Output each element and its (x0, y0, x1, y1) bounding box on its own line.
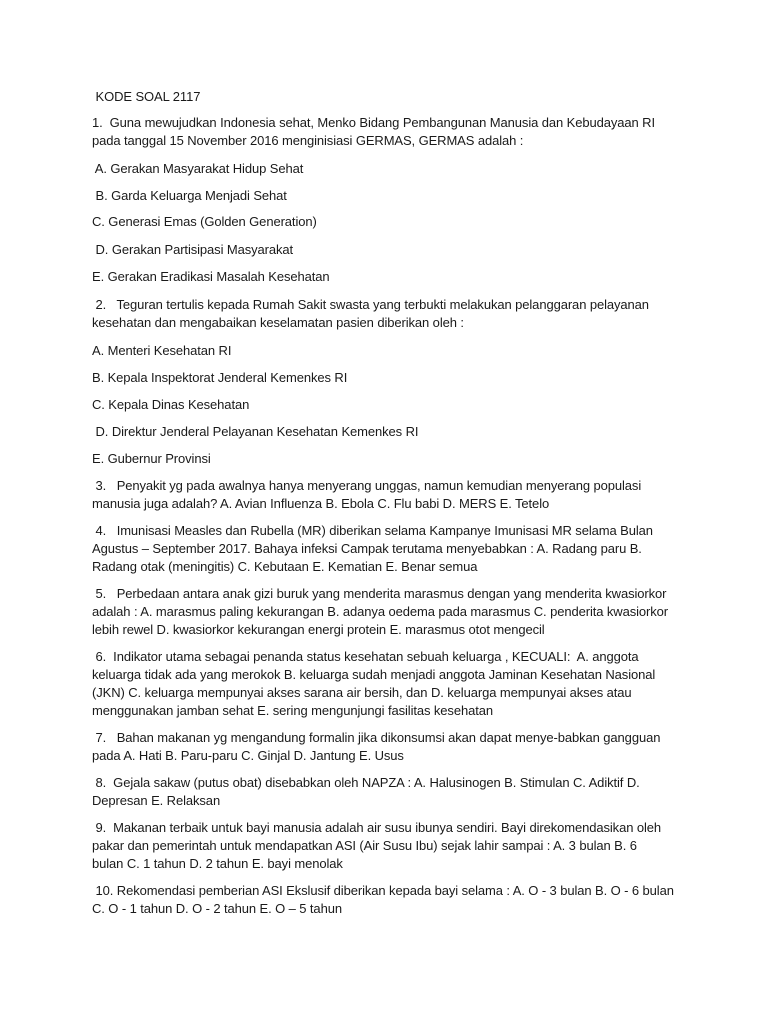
question-1-line-2: pada tanggal 15 November 2016 menginisiasi GERMAS, GERMAS adalah : (92, 133, 524, 148)
question-2-line-1: 2. Teguran tertulis kepada Rumah Sakit swasta yang terbukti melakukan pelanggaran pelayanan (92, 297, 649, 312)
question-4-line-2: Agustus – September 2017. Bahaya infeksi Campak terutama menyebabkan : A. Radang paru B. (92, 541, 642, 556)
question-5-line-2: adalah : A. marasmus paling kekurangan B. adanya oedema pada marasmus C. penderita kwasiorkor (92, 604, 669, 619)
question-5-line-3: lebih rewel D. kwasiorkor kekurangan energi protein E. marasmus otot mengecil (92, 622, 545, 637)
question-6-line-1: 6. Indikator utama sebagai penanda status kesehatan sebuah keluarga , KECUALI: A. anggota (92, 649, 639, 664)
question-2-option-d: D. Direktur Jenderal Pelayanan Kesehatan Kemenkes RI (92, 424, 419, 439)
question-10-line-2: C. O - 1 tahun D. O - 2 tahun E. O – 5 tahun (92, 901, 342, 916)
question-2-line-2: kesehatan dan mengabaikan keselamatan pasien diberikan oleh : (92, 315, 464, 330)
question-2-option-b: B. Kepala Inspektorat Jenderal Kemenkes RI (92, 370, 348, 385)
question-4-line-1: 4. Imunisasi Measles dan Rubella (MR) diberikan selama Kampanye Imunisasi MR selama Bulan (92, 523, 653, 538)
question-4-line-3: Radang otak (meningitis) C. Kebutaan E. Kematian E. Benar semua (92, 559, 478, 574)
question-6-line-4: menggunakan jamban sehat E. sering mengunjungi fasilitas kesehatan (92, 703, 493, 718)
question-6-line-2: keluarga tidak ada yang merokok B. keluarga sudah menjadi anggota Jaminan Kesehatan Nasional (92, 667, 656, 682)
question-1-line-1: 1. Guna mewujudkan Indonesia sehat, Menko Bidang Pembangunan Manusia dan Kebudayaan RI (92, 115, 655, 130)
question-7-line-2: pada A. Hati B. Paru-paru C. Ginjal D. Jantung E. Usus (92, 748, 404, 763)
question-9-line-3: bulan C. 1 tahun D. 2 tahun E. bayi menolak (92, 856, 343, 871)
question-1-option-b: B. Garda Keluarga Menjadi Sehat (92, 188, 287, 203)
question-3-line-1: 3. Penyakit yg pada awalnya hanya menyerang unggas, namun kemudian menyerang populasi (92, 478, 642, 493)
question-10-line-1: 10. Rekomendasi pemberian ASI Ekslusif diberikan kepada bayi selama : A. O - 3 bulan B. O - 6 bulan (92, 883, 674, 898)
question-1-option-e: E. Gerakan Eradikasi Masalah Kesehatan (92, 269, 330, 284)
question-5-line-1: 5. Perbedaan antara anak gizi buruk yang menderita marasmus dengan yang menderita kwasiorkor (92, 586, 667, 601)
question-8-line-1: 8. Gejala sakaw (putus obat) disebabkan oleh NAPZA : A. Halusinogen B. Stimulan C. Adiktif D. (92, 775, 640, 790)
question-2-option-c: C. Kepala Dinas Kesehatan (92, 397, 250, 412)
question-2-option-a: A. Menteri Kesehatan RI (92, 343, 232, 358)
question-1-option-d: D. Gerakan Partisipasi Masyarakat (92, 242, 294, 257)
question-2-option-e: E. Gubernur Provinsi (92, 451, 211, 466)
question-8-line-2: Depresan E. Relaksan (92, 793, 221, 808)
question-7-line-1: 7. Bahan makanan yg mengandung formalin jika dikonsumsi akan dapat menye-babkan gangguan (92, 730, 661, 745)
question-1-option-c: C. Generasi Emas (Golden Generation) (92, 214, 317, 229)
document-code: KODE SOAL 2117 (92, 89, 201, 104)
question-3-line-2: manusia juga adalah? A. Avian Influenza B. Ebola C. Flu babi D. MERS E. Tetelo (92, 496, 550, 511)
question-6-line-3: (JKN) C. keluarga mempunyai akses sarana air bersih, dan D. keluarga mempunyai akses atau (92, 685, 632, 700)
question-9-line-2: pakar dan pemerintah untuk mendapatkan ASI (Air Susu Ibu) sejak lahir sampai : A. 3 bulan B. 6 (92, 838, 637, 853)
question-9-line-1: 9. Makanan terbaik untuk bayi manusia adalah air susu ibunya sendiri. Bayi direkomendasikan oleh (92, 820, 662, 835)
question-1-option-a: A. Gerakan Masyarakat Hidup Sehat (92, 161, 304, 176)
